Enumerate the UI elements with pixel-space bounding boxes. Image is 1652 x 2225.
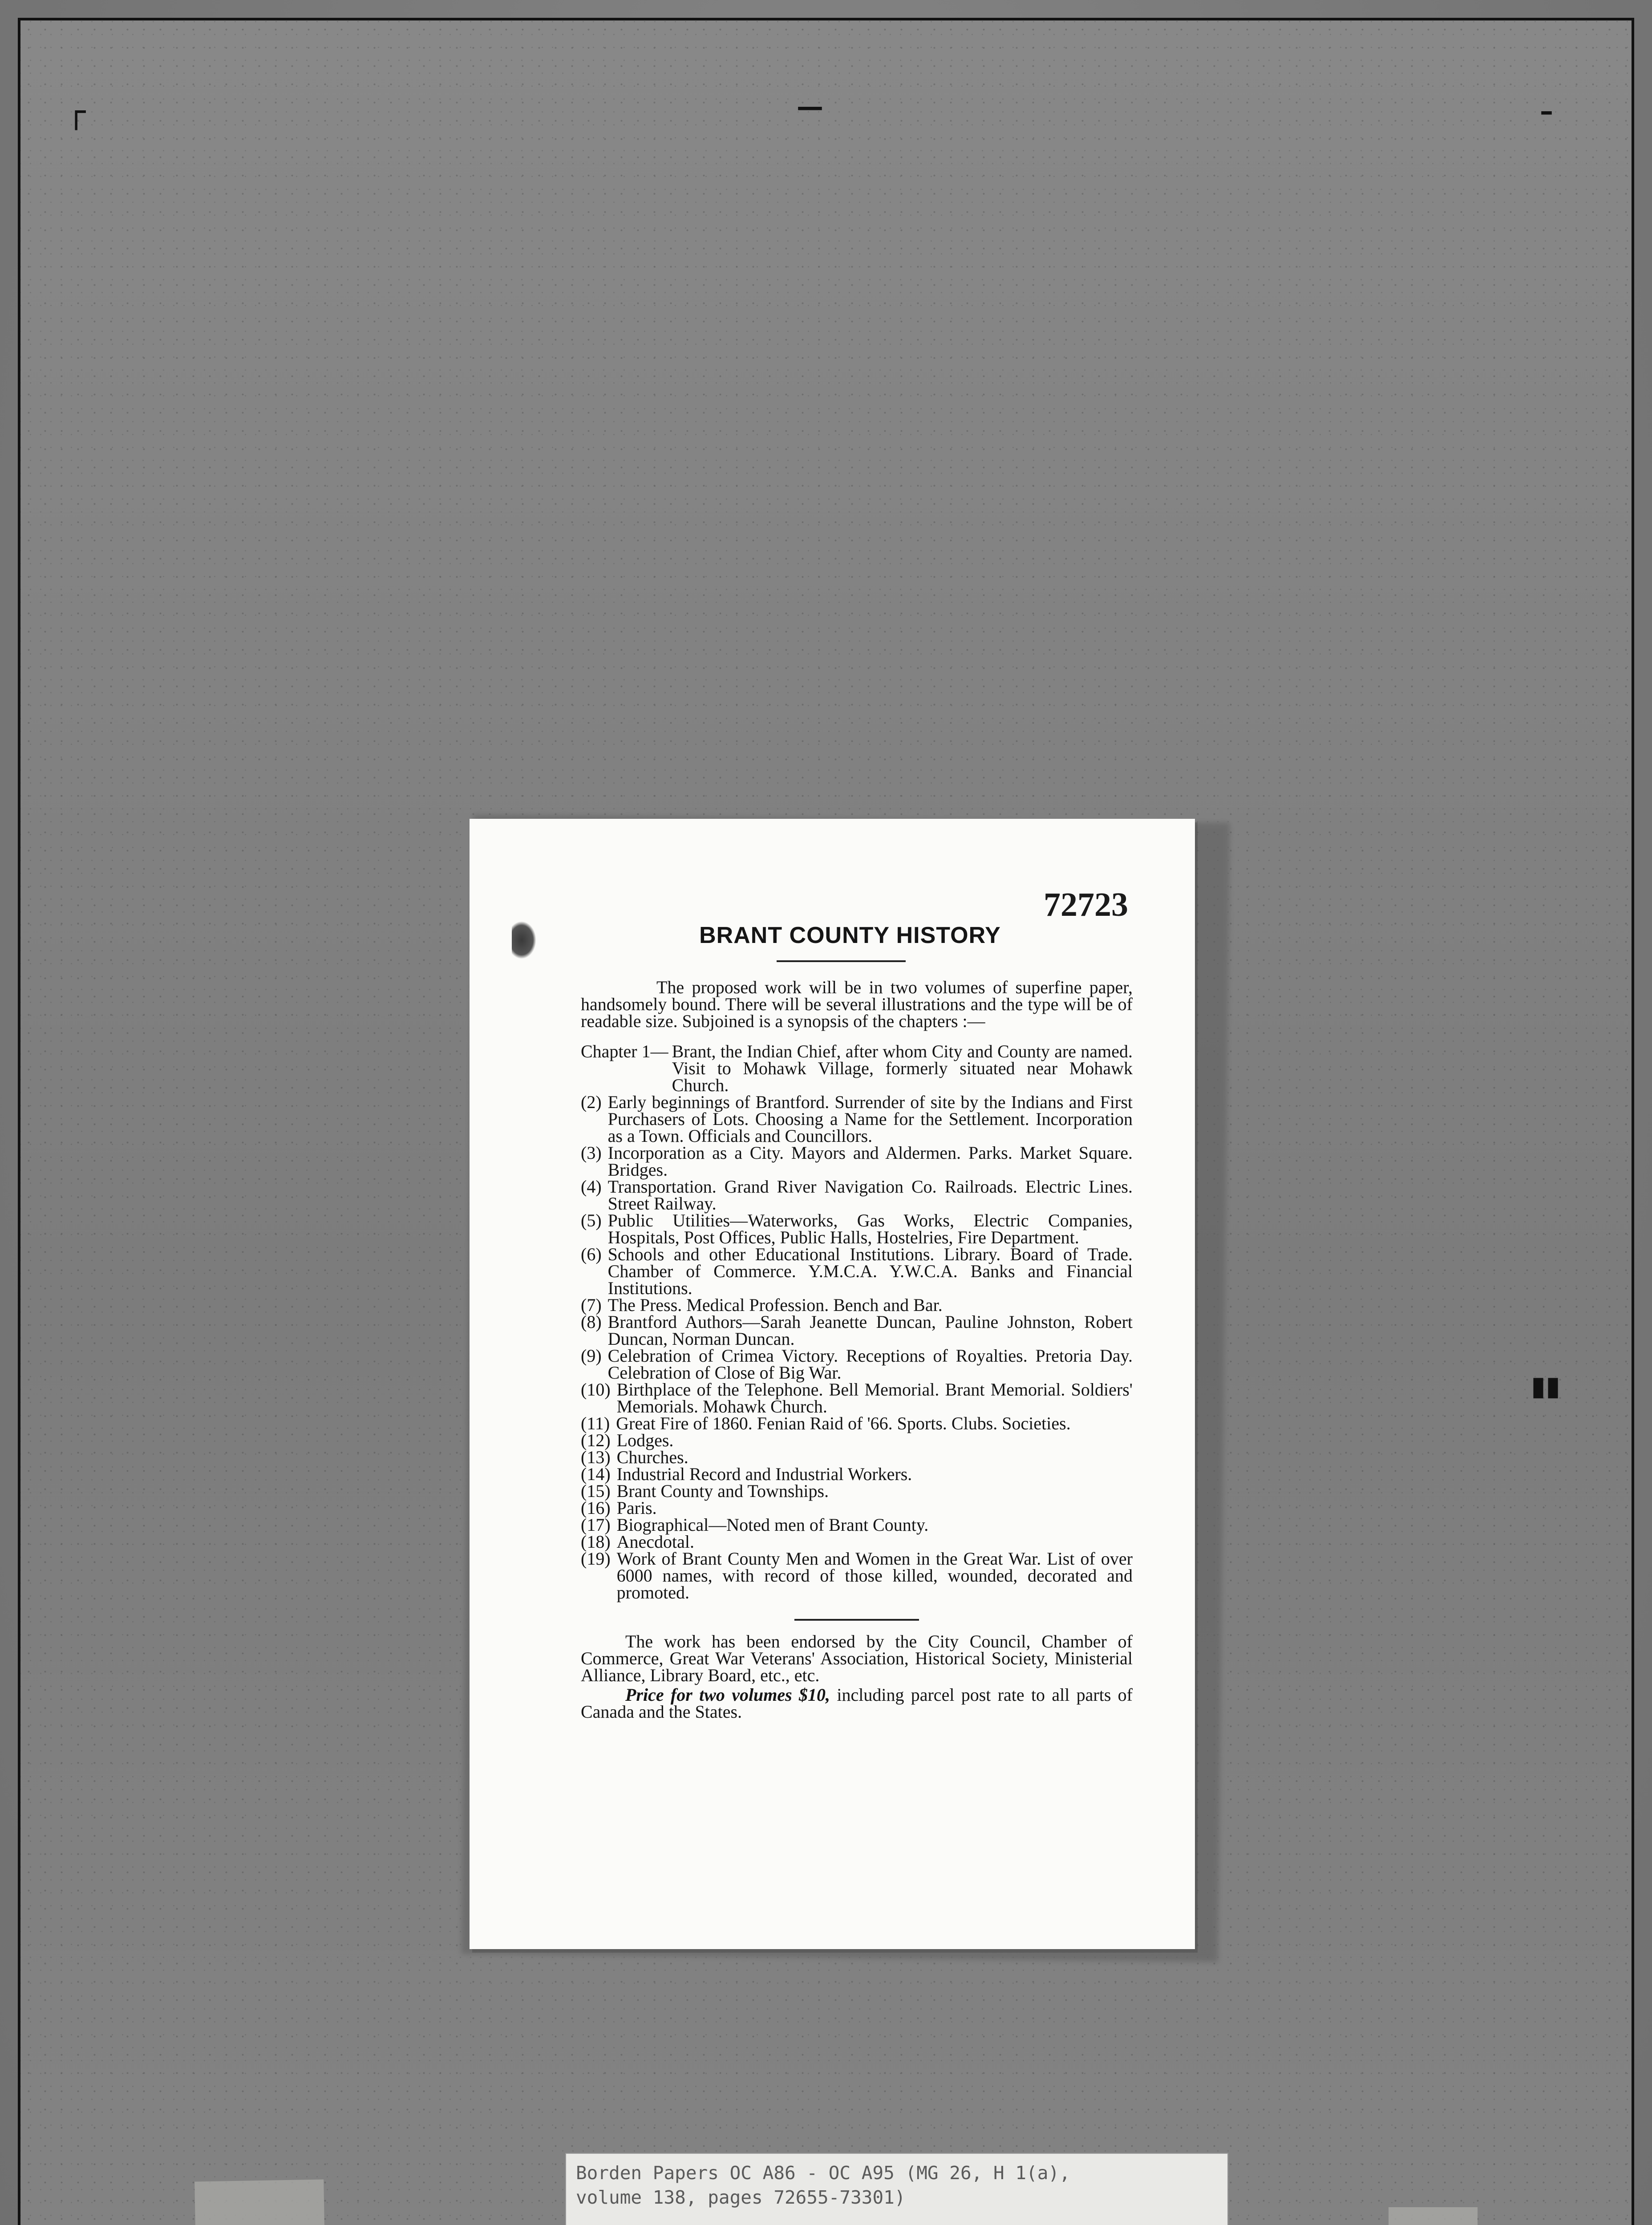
corner-mark-top-left: ┌	[67, 93, 86, 130]
chapter-text: Great Fire of 1860. Fenian Raid of '66. Sports. Clubs. Societies.	[616, 1413, 1071, 1433]
chapter-text: Paris.	[616, 1498, 657, 1518]
chapter-text: Celebration of Crimea Victory. Receptions of Royalties. Pretoria Day. Celebration of Close of Big War.	[607, 1346, 1133, 1383]
chapter-item	[581, 1246, 1133, 1297]
chapter-number: (15)	[581, 1481, 611, 1501]
chapter-item	[581, 1381, 1133, 1415]
chapter-list	[581, 1043, 1133, 1601]
chapter-item	[581, 1533, 1133, 1550]
archive-citation-tag	[565, 2153, 1228, 2225]
endorsement-paragraph: The work has been endorsed by the City Council, Chamber of Commerce, Great War Veterans' Association, Historical Society, Ministerial Alliance, Library Board, etc., etc.	[581, 1631, 1133, 1685]
chapter-item	[581, 1415, 1133, 1432]
chapter-text: Brant, the Indian Chief, after whom City and County are named. Visit to Mohawk Village, formerly situated near Mohawk Church.	[672, 1041, 1133, 1095]
chapter-number: (4)	[581, 1177, 602, 1197]
chapter-item	[581, 1449, 1133, 1466]
chapter-number: (10)	[581, 1380, 611, 1400]
chapter-item	[581, 1517, 1133, 1533]
chapter-number: (7)	[581, 1295, 602, 1315]
chapter-text: Anecdotal.	[616, 1532, 695, 1552]
title-divider	[777, 960, 906, 962]
chapter-number: (3)	[581, 1143, 602, 1163]
chapter-text: Churches.	[616, 1447, 688, 1467]
chapter-number: (8)	[581, 1312, 602, 1332]
chapter-number: (17)	[581, 1515, 611, 1535]
section-divider	[794, 1619, 919, 1621]
document-page	[470, 819, 1195, 1949]
citation-line-1: Borden Papers OC A86 - OC A95 (MG 26, H 1(a),	[576, 2162, 1070, 2184]
chapter-number: (12)	[581, 1430, 611, 1450]
chapter-number: (11)	[581, 1413, 610, 1433]
chapter-text: Birthplace of the Telephone. Bell Memorial. Brant Memorial. Soldiers' Memorials. Mohawk Church.	[616, 1380, 1133, 1416]
price-emphasis: Price for two volumes $10,	[625, 1685, 830, 1705]
top-center-mark: —	[797, 91, 823, 122]
chapter-item	[581, 1145, 1133, 1178]
chapter-text: Work of Brant County Men and Women in the Great War. List of over 6000 names, with record of those killed, wounded, decorated and promoted.	[616, 1549, 1133, 1602]
chapter-number: (19)	[581, 1549, 611, 1569]
chapter-item	[581, 1483, 1133, 1500]
tape-strip-left	[194, 2180, 331, 2225]
chapter-item	[581, 1212, 1133, 1246]
chapter-number: (5)	[581, 1210, 602, 1230]
chapter-text: Early beginnings of Brantford. Surrender of site by the Indians and First Purchasers of Lots. Choosing a Name for the Settlement. Incorporation as a Town. Officials and Councillors.	[607, 1092, 1133, 1146]
chapter-text: Incorporation as a City. Mayors and Aldermen. Parks. Market Square. Bridges.	[607, 1143, 1133, 1180]
chapter-item	[581, 1347, 1133, 1381]
document-body	[581, 970, 1133, 1720]
chapter-text: Biographical—Noted men of Brant County.	[616, 1515, 929, 1535]
chapter-item	[581, 1432, 1133, 1449]
chapter-item	[581, 1466, 1133, 1483]
chapter-item	[581, 1178, 1133, 1212]
price-paragraph	[581, 1687, 1133, 1720]
chapter-item	[581, 1550, 1133, 1601]
chapter-text: Brantford Authors—Sarah Jeanette Duncan, Pauline Johnston, Robert Duncan, Norman Duncan.	[607, 1312, 1133, 1349]
chapter-text: Public Utilities—Waterworks, Gas Works, Electric Companies, Hospitals, Post Offices, Public Halls, Hostelries, Fire Department.	[607, 1210, 1133, 1247]
intro-paragraph: The proposed work will be in two volumes of superfine paper, handsomely bound. There will be several illustrations and the type will be of readable size. Subjoined is a synopsis of the chapters :—	[581, 977, 1133, 1031]
chapter-text: The Press. Medical Profession. Bench and Bar.	[607, 1295, 943, 1315]
chapter-text: Schools and other Educational Institutions. Library. Board of Trade. Chamber of Commerce. Y.M.C.A. Y.W.C.A. Banks and Financial Institutions.	[607, 1244, 1133, 1298]
chapter-item	[581, 1500, 1133, 1517]
chapter-item	[581, 1094, 1133, 1145]
chapter-number: Chapter 1—	[581, 1041, 668, 1061]
chapter-text: Industrial Record and Industrial Workers.	[616, 1464, 912, 1484]
chapter-number: (2)	[581, 1092, 602, 1112]
document-title: BRANT COUNTY HISTORY	[699, 922, 1001, 948]
chapter-number: (16)	[581, 1498, 611, 1518]
chapter-text: Lodges.	[616, 1430, 674, 1450]
chapter-item	[581, 1297, 1133, 1314]
chapter-item	[581, 1043, 1133, 1094]
chapter-number: (14)	[581, 1464, 611, 1484]
price-details: including parcel post rate to all parts of Canada and the States.	[581, 1685, 1133, 1722]
chapter-number: (6)	[581, 1244, 602, 1264]
chapter-text: Brant County and Townships.	[616, 1481, 829, 1501]
chapter-text: Transportation. Grand River Navigation Co. Railroads. Electric Lines. Street Railway.	[607, 1177, 1133, 1214]
document-number: 72723	[1044, 886, 1128, 923]
chapter-number: (9)	[581, 1346, 602, 1366]
tape-strip-right	[1389, 2207, 1478, 2225]
citation-line-2: volume 138, pages 72655-73301)	[576, 2187, 906, 2208]
side-mark-right: ▮▮	[1531, 1371, 1561, 1402]
chapter-number: (18)	[581, 1532, 611, 1552]
chapter-number: (13)	[581, 1447, 611, 1467]
chapter-item	[581, 1314, 1133, 1347]
corner-mark-top-right: –	[1540, 96, 1553, 127]
